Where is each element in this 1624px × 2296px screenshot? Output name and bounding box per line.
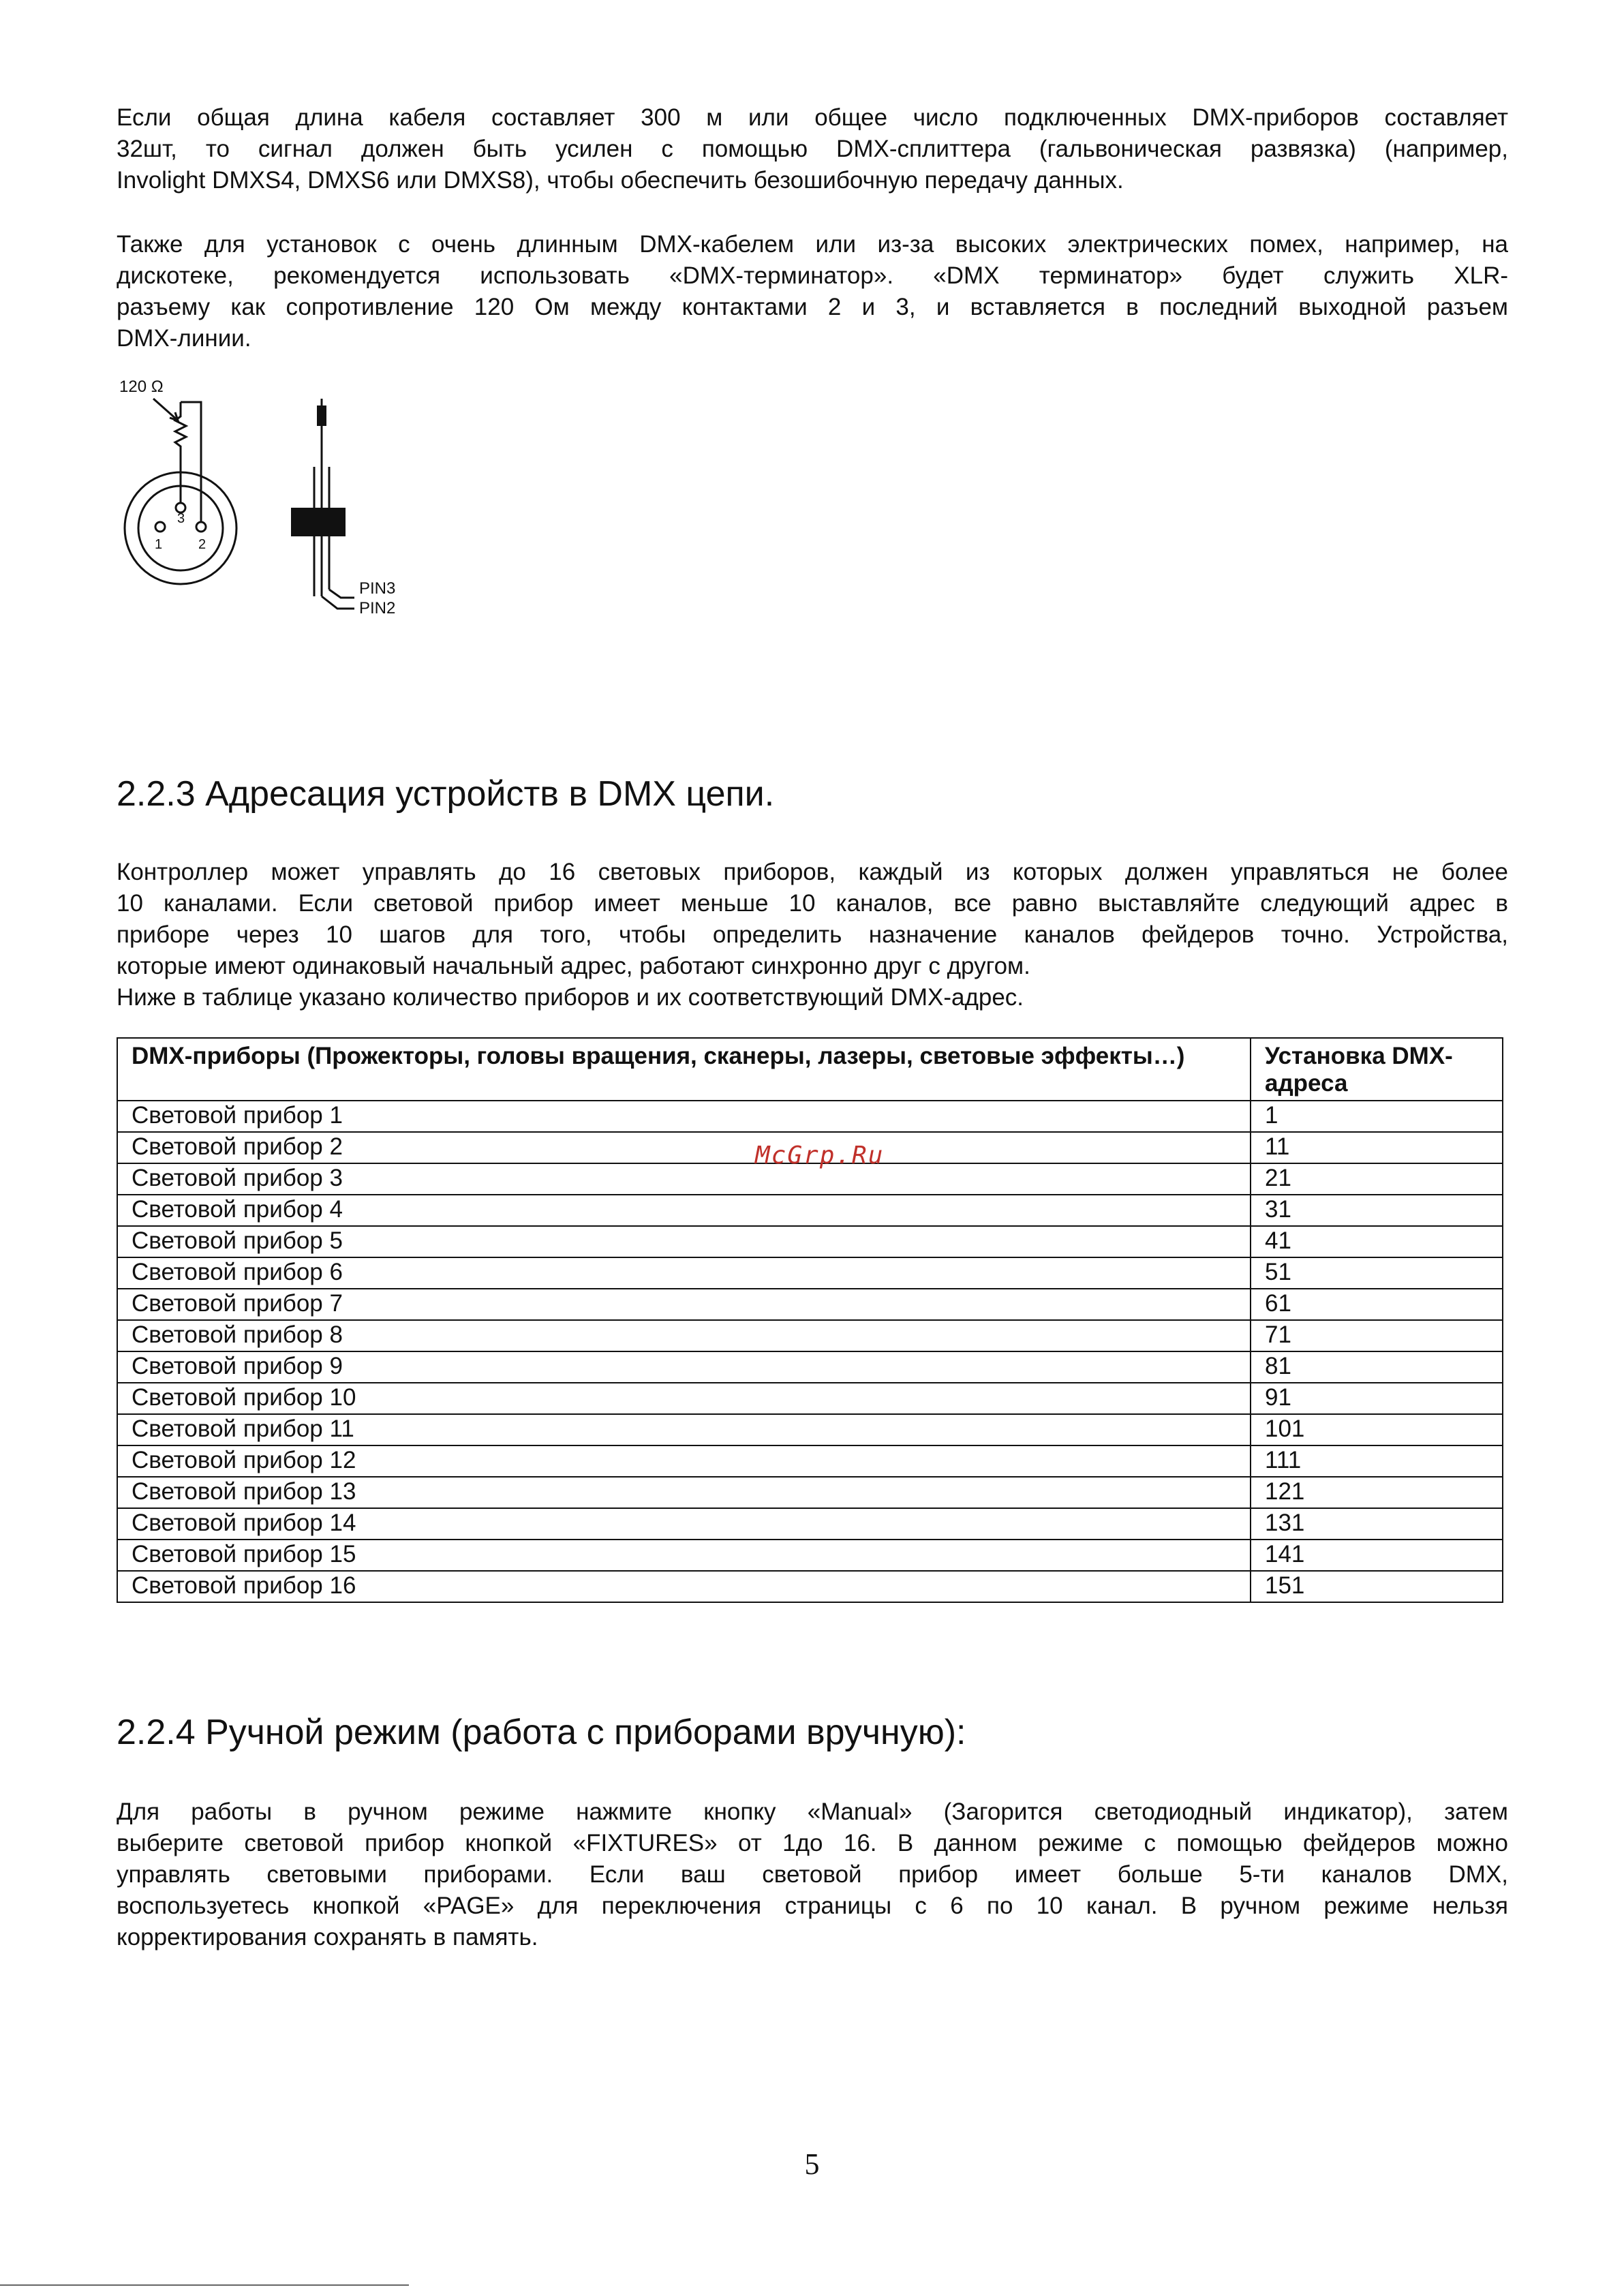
table-row — [117, 1477, 1503, 1508]
text-line: корректирования сохранять в память. — [117, 1924, 538, 1950]
device-name-cell: Световой прибор 14 — [117, 1508, 1251, 1540]
text-line: приборе через 10 шагов для того, чтобы определить назначение каналов фейдеров точно. Устройства, — [117, 921, 1508, 948]
dmx-address-cell: 21 — [1251, 1163, 1503, 1195]
dmx-address-cell: 31 — [1251, 1195, 1503, 1226]
dmx-address-cell: 81 — [1251, 1351, 1503, 1383]
text-line: которые имеют одинаковый начальный адрес, работают синхронно друг с другом. — [117, 953, 1030, 979]
xlr-pin-1 — [155, 522, 165, 532]
bottom-rule — [0, 2284, 409, 2286]
pin-number-3: 3 — [177, 511, 185, 526]
dmx-address-cell: 51 — [1251, 1257, 1503, 1289]
dmx-address-cell: 61 — [1251, 1289, 1503, 1320]
pin3-label: PIN3 — [359, 579, 396, 598]
table-row — [117, 1445, 1503, 1477]
dmx-address-cell: 71 — [1251, 1320, 1503, 1351]
device-name-cell: Световой прибор 13 — [117, 1477, 1251, 1508]
table-row — [117, 1508, 1503, 1540]
table-row — [117, 1226, 1503, 1257]
text-line: Если общая длина кабеля составляет 300 м или общее число подключенных DMX-приборов составляет — [117, 104, 1508, 131]
table-row — [117, 1257, 1503, 1289]
section-heading-223: 2.2.3 Адресация устройств в DMX цепи. — [117, 774, 775, 814]
table-row — [117, 1351, 1503, 1383]
text-line: воспользуетесь кнопкой «PAGE» для переключения страницы с 6 по 10 канал. В ручном режиме нельзя — [117, 1893, 1508, 1919]
table-row — [117, 1101, 1503, 1132]
dmx-address-cell: 91 — [1251, 1383, 1503, 1414]
device-name-cell: Световой прибор 7 — [117, 1289, 1251, 1320]
table-row — [117, 1289, 1503, 1320]
text-line: Involight DMXS4, DMXS6 или DMXS8), чтобы обеспечить безошибочную передачу данных. — [117, 167, 1124, 194]
dmx-address-cell: 41 — [1251, 1226, 1503, 1257]
terminator-cap — [317, 405, 326, 426]
paragraph-addressing — [117, 857, 1508, 1013]
dmx-address-cell: 1 — [1251, 1101, 1503, 1132]
pin-number-2: 2 — [198, 537, 206, 552]
text-line: 32шт, то сигнал должен быть усилен с помощью DMX-сплиттера (гальвоническая развязка) (например, — [117, 136, 1508, 162]
watermark: McGrp.Ru — [755, 1142, 885, 1169]
page-number: 5 — [804, 2147, 820, 2181]
paragraph-manual — [117, 1796, 1508, 1953]
paragraph-terminator — [117, 229, 1508, 354]
text-line: выберите световой прибор кнопкой «FIXTURES» от 1до 16. В данном режиме с помощью фейдеров можно — [117, 1830, 1508, 1856]
pin2-label: PIN2 — [359, 599, 396, 617]
device-name-cell: Световой прибор 15 — [117, 1540, 1251, 1571]
pin-number-1: 1 — [155, 537, 163, 552]
text-line: 10 каналами. Если световой прибор имеет меньше 10 каналов, все равно выставляйте следующий адрес в — [117, 890, 1508, 917]
table-row — [117, 1195, 1503, 1226]
section-heading-224: 2.2.4 Ручной режим (работа с приборами вручную): — [117, 1713, 966, 1752]
terminator-body — [291, 508, 346, 536]
text-line: управлять световыми приборами. Если ваш световой прибор имеет больше 5-ти каналов DMX, — [117, 1861, 1508, 1888]
table-body — [117, 1101, 1503, 1602]
dmx-address-table — [117, 1037, 1503, 1603]
table-row — [117, 1320, 1503, 1351]
dmx-address-cell: 121 — [1251, 1477, 1503, 1508]
text-line: Также для установок с очень длинным DMX-кабелем или из-за высоких электрических помех, например, на — [117, 231, 1508, 258]
table-header-row — [117, 1038, 1503, 1101]
device-name-cell: Световой прибор 16 — [117, 1571, 1251, 1602]
dmx-address-cell: 141 — [1251, 1540, 1503, 1571]
pin2-leader — [329, 590, 354, 598]
text-line: DMX-линии. — [117, 325, 251, 352]
resistor-label: 120 Ω — [119, 378, 164, 396]
dmx-address-cell: 151 — [1251, 1571, 1503, 1602]
device-name-cell: Световой прибор 1 — [117, 1101, 1251, 1132]
xlr-pin-2 — [196, 522, 206, 532]
device-name-cell: Световой прибор 6 — [117, 1257, 1251, 1289]
device-name-cell: Световой прибор 9 — [117, 1351, 1251, 1383]
device-name-cell: Световой прибор 5 — [117, 1226, 1251, 1257]
table-row — [117, 1571, 1503, 1602]
dmx-address-cell: 131 — [1251, 1508, 1503, 1540]
table-row — [117, 1383, 1503, 1414]
device-name-cell: Световой прибор 3 — [117, 1163, 1251, 1195]
dmx-terminator-diagram — [112, 371, 440, 624]
device-name-cell: Световой прибор 8 — [117, 1320, 1251, 1351]
device-name-cell: Световой прибор 2 — [117, 1132, 1251, 1163]
text-line: Контроллер может управлять до 16 световых приборов, каждый из которых должен управляться не более — [117, 859, 1508, 885]
text-line: Ниже в таблице указано количество приборов и их соответствующий DMX-адрес. — [117, 984, 1024, 1011]
table-row — [117, 1414, 1503, 1445]
text-line: Для работы в ручном режиме нажмите кнопку «Manual» (Загорится светодиодный индикатор), затем — [117, 1798, 1508, 1825]
dmx-address-cell: 111 — [1251, 1445, 1503, 1477]
dmx-address-cell: 11 — [1251, 1132, 1503, 1163]
table-row — [117, 1540, 1503, 1571]
device-name-cell: Световой прибор 4 — [117, 1195, 1251, 1226]
device-name-cell: Световой прибор 11 — [117, 1414, 1251, 1445]
resistor-arrow-line — [153, 399, 178, 420]
dmx-address-cell: 101 — [1251, 1414, 1503, 1445]
paragraph-cable-length — [117, 102, 1508, 196]
table-header-address: Установка DMX-адреса — [1251, 1038, 1503, 1101]
text-line: разъему как сопротивление 120 Ом между контактами 2 и 3, и вставляется в последний выходной разъем — [117, 294, 1508, 320]
device-name-cell: Световой прибор 10 — [117, 1383, 1251, 1414]
device-name-cell: Световой прибор 12 — [117, 1445, 1251, 1477]
table-header-devices: DMX-приборы (Прожекторы, головы вращения, сканеры, лазеры, световые эффекты…) — [117, 1038, 1251, 1101]
text-line: дискотеке, рекомендуется использовать «DMX-терминатор». «DMX терминатор» будет служить XLR- — [117, 262, 1508, 289]
